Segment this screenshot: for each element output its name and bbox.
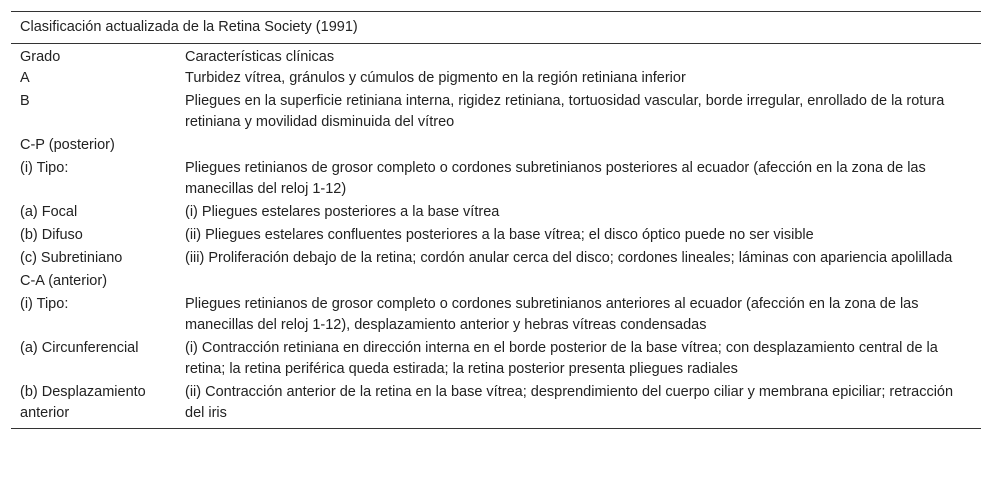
table-caption-row	[11, 12, 981, 44]
table-row	[11, 337, 981, 381]
row-features: (i) Pliegues estelares posteriores a la base vítrea	[185, 204, 500, 220]
row-grade: B	[20, 93, 30, 109]
row-grade: (c) Subretiniano	[20, 250, 123, 266]
table-row	[11, 157, 981, 201]
row-features: (iii) Proliferación debajo de la retina; cordón anular cerca del disco; cordones lineales; láminas con apariencia apolillada	[185, 250, 953, 266]
table-row	[11, 247, 981, 270]
row-features	[176, 270, 981, 293]
header-features: Características clínicas	[185, 49, 335, 65]
table-row	[11, 224, 981, 247]
row-grade: (a) Circunferencial	[20, 340, 139, 356]
row-features: Pliegues retinianos de grosor completo o cordones subretinianos anteriores al ecuador (afección en la zona de las manecillas del reloj 1-12), desplazamiento anterior y hebras vítreas condensadas	[185, 296, 919, 333]
table-header-row	[11, 44, 981, 68]
row-grade: A	[20, 70, 30, 86]
row-features: (i) Contracción retiniana en dirección interna en el borde posterior de la base vítrea; con desplazamiento central de la retina; la retina periférica queda estirada; la retina posterior presenta pliegues radiales	[185, 340, 938, 377]
row-grade: (b) Desplazamiento anterior	[11, 381, 176, 429]
table-row	[11, 270, 981, 293]
row-features: Pliegues retinianos de grosor completo o cordones subretinianos posteriores al ecuador (afección en la zona de las manecillas del reloj 1-12)	[185, 160, 926, 197]
table-row	[11, 90, 981, 134]
row-grade: (a) Focal	[20, 204, 78, 220]
row-grade: (b) Difuso	[20, 227, 83, 243]
classification-table	[11, 11, 981, 429]
row-grade: C-A (anterior)	[20, 273, 108, 289]
table-row	[11, 201, 981, 224]
classification-table-container	[11, 11, 981, 429]
row-features: Turbidez vítrea, gránulos y cúmulos de pigmento en la región retiniana inferior	[185, 70, 686, 86]
table-caption: Clasificación actualizada de la Retina Society (1991)	[11, 12, 981, 44]
row-grade: (i) Tipo:	[20, 160, 69, 176]
row-grade: (i) Tipo:	[20, 296, 69, 312]
table-row	[11, 67, 981, 90]
row-features: (ii) Pliegues estelares confluentes posteriores a la base vítrea; el disco óptico puede no ser visible	[185, 227, 814, 243]
table-row	[11, 293, 981, 337]
table-row	[11, 381, 981, 429]
header-grade: Grado	[20, 49, 61, 65]
row-grade: C-P (posterior)	[20, 137, 115, 153]
row-features	[176, 134, 981, 157]
row-features: (ii) Contracción anterior de la retina en la base vítrea; desprendimiento del cuerpo ciliar y membrana epiciliar; retracción del iris	[176, 381, 981, 429]
row-features: Pliegues en la superficie retiniana interna, rigidez retiniana, tortuosidad vascular, borde irregular, enrollado de la rotura retiniana y movilidad disminuida del vítreo	[185, 93, 945, 130]
table-row	[11, 134, 981, 157]
